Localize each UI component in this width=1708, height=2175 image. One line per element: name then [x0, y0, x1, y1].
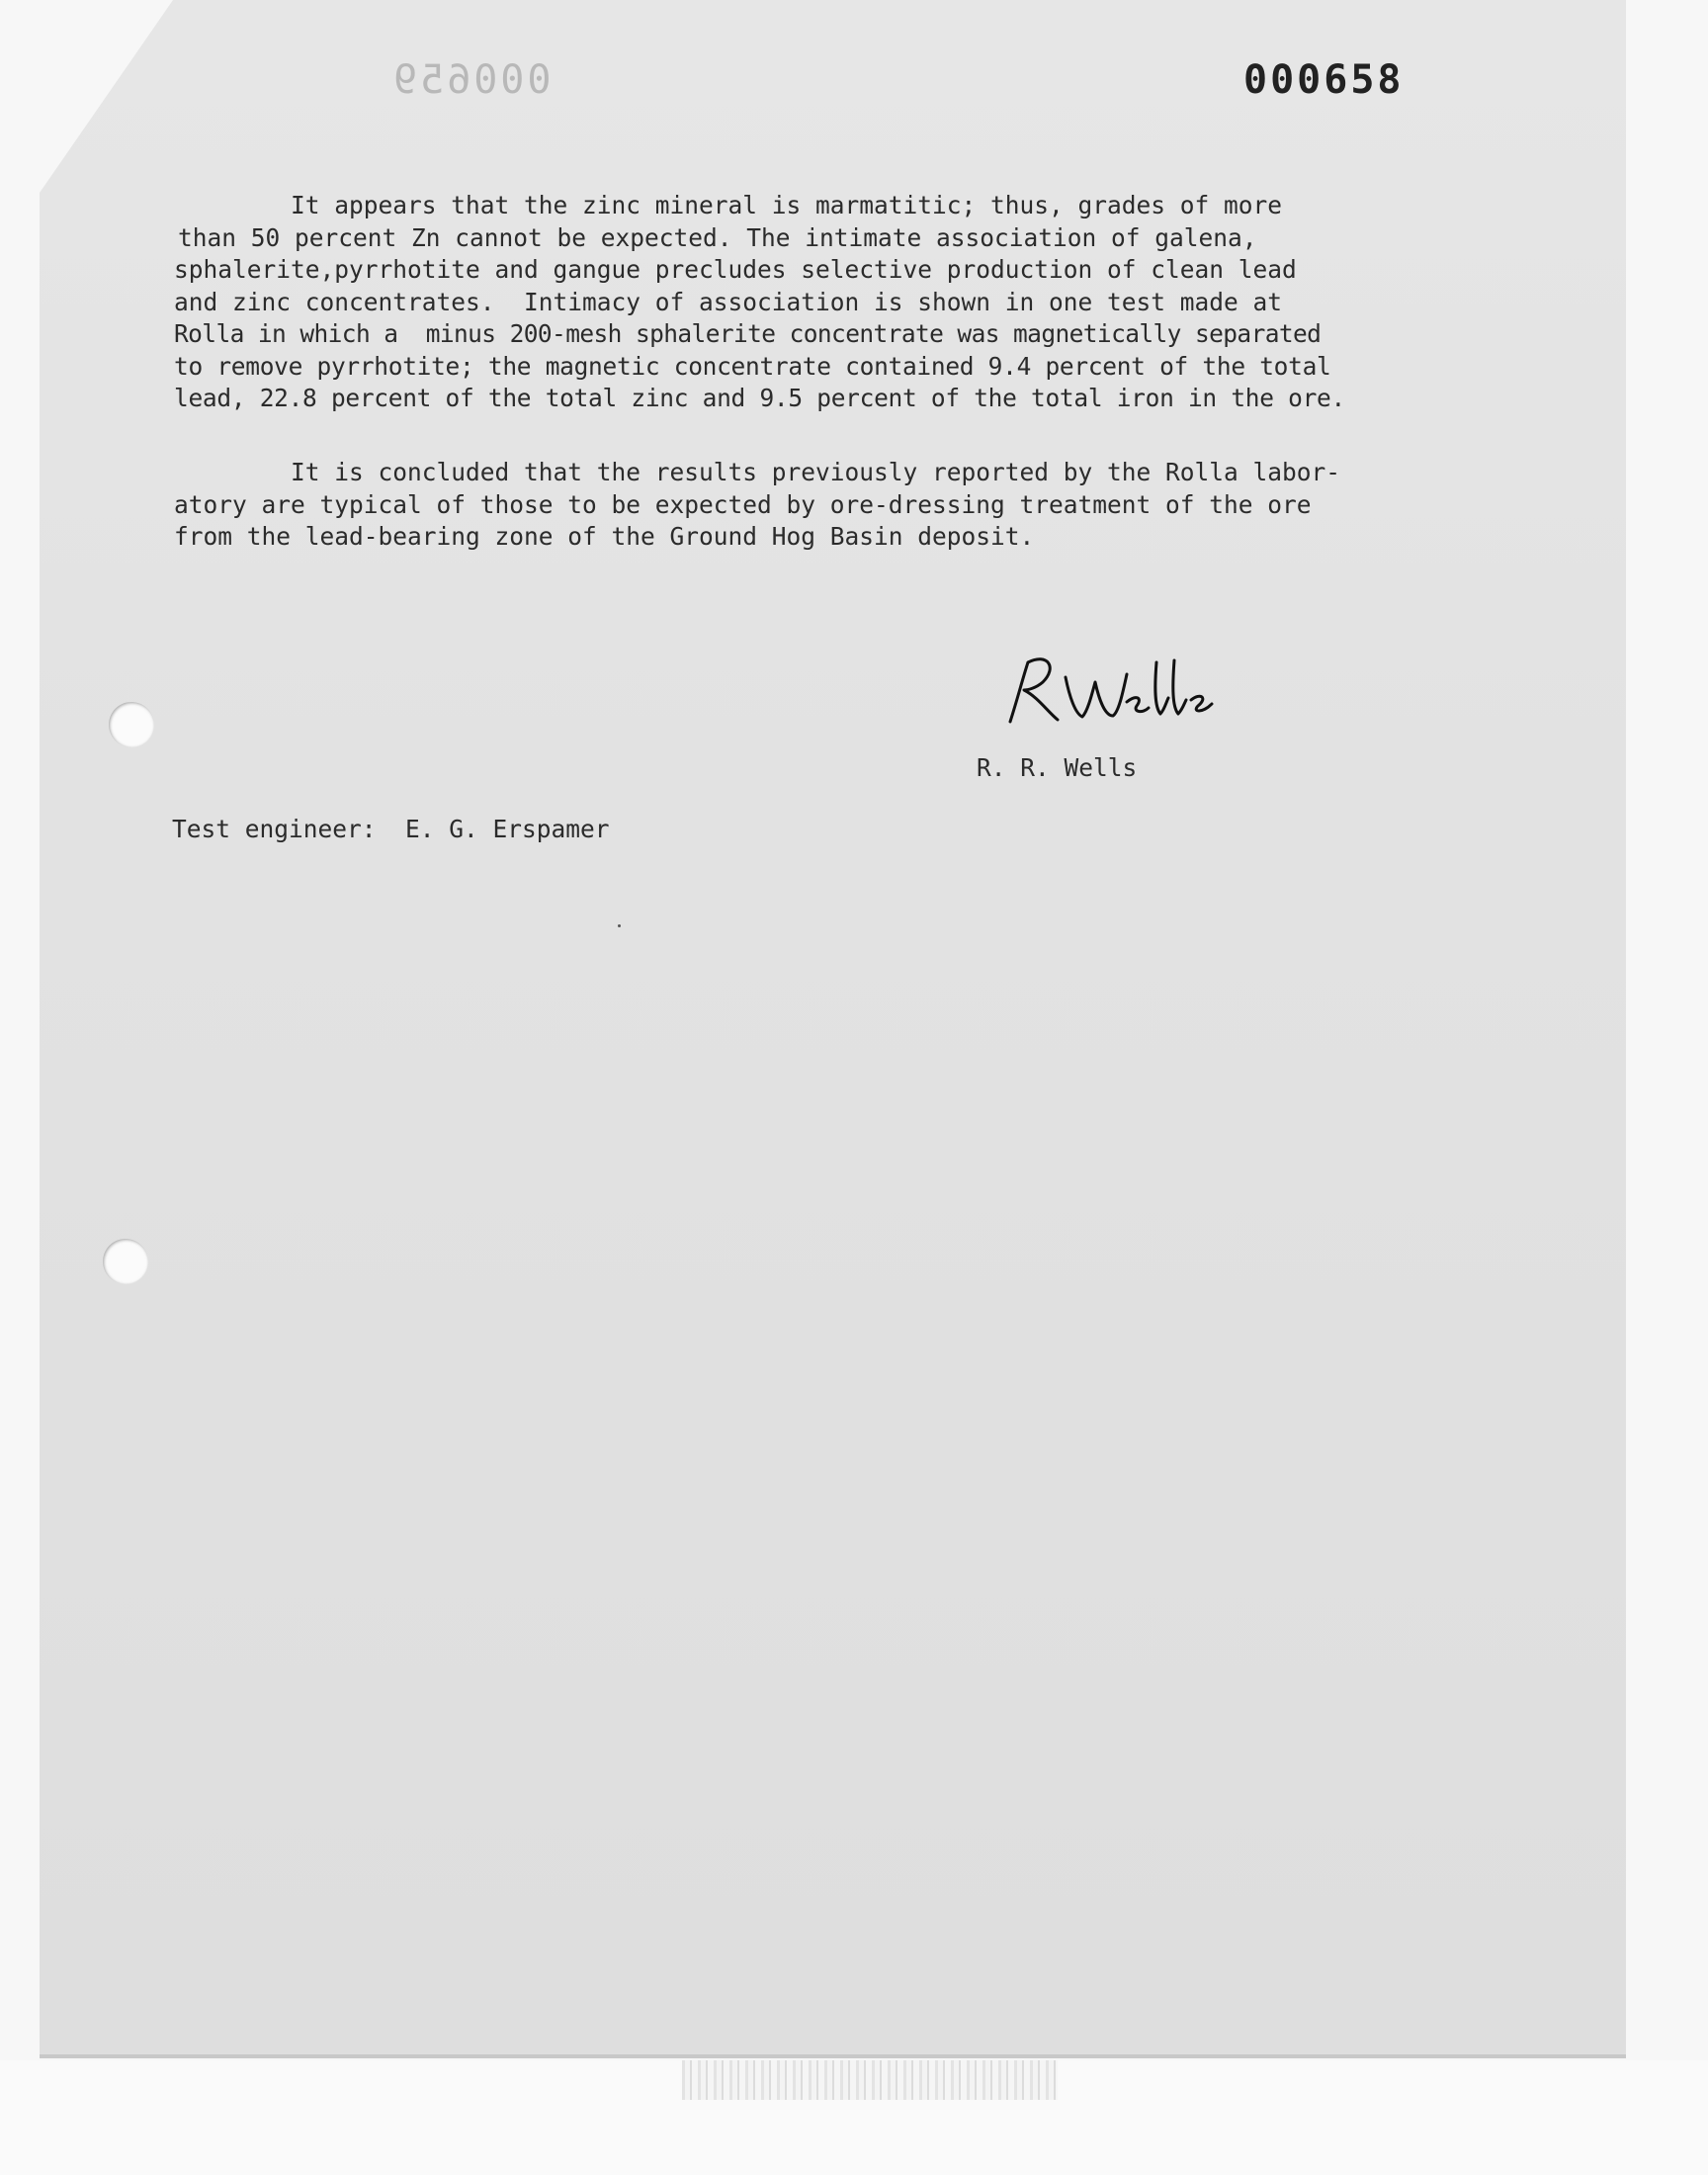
scan-artifact — [682, 2060, 1058, 2100]
text-line: lead, 22.8 percent of the total zinc and 9.5 percent of the total iron in the ore. — [174, 384, 1345, 412]
text-line: sphalerite,pyrrhotite and gangue precludes selective production of clean lead — [174, 255, 1297, 284]
bleed-through-page-number: 000659 — [390, 57, 552, 103]
page-number: 000658 — [1243, 57, 1405, 103]
punch-hole — [103, 1239, 148, 1284]
text-line: than 50 percent Zn cannot be expected. The intimate association of galena, — [178, 222, 1257, 252]
text-line: from the lead-bearing zone of the Ground Hog Basin deposit. — [174, 522, 1035, 551]
signer-name: R. R. Wells — [977, 753, 1138, 782]
paragraph-conclusion — [174, 457, 1340, 554]
test-engineer-line: Test engineer: E. G. Erspamer — [172, 815, 610, 843]
paper-bottom-edge — [40, 2054, 1626, 2058]
text-line: to remove pyrrhotite; the magnetic concentrate contained 9.4 percent of the total — [174, 351, 1331, 381]
text-line: and zinc concentrates. Intimacy of association is shown in one test made at — [174, 287, 1283, 316]
text-line: atory are typical of those to be expected by ore-dressing treatment of the ore — [174, 489, 1312, 519]
punch-hole — [109, 702, 154, 747]
paragraph-marmatitic — [174, 190, 1345, 415]
stray-mark — [618, 924, 621, 927]
text-line: It is concluded that the results previously reported by the Rolla labor- — [174, 458, 1341, 486]
text-line: Rolla in which a minus 200-mesh sphalerite concentrate was magnetically separated — [174, 319, 1322, 348]
text-line: It appears that the zinc mineral is marmatitic; thus, grades of more — [174, 191, 1283, 219]
handwritten-signature — [988, 643, 1226, 741]
